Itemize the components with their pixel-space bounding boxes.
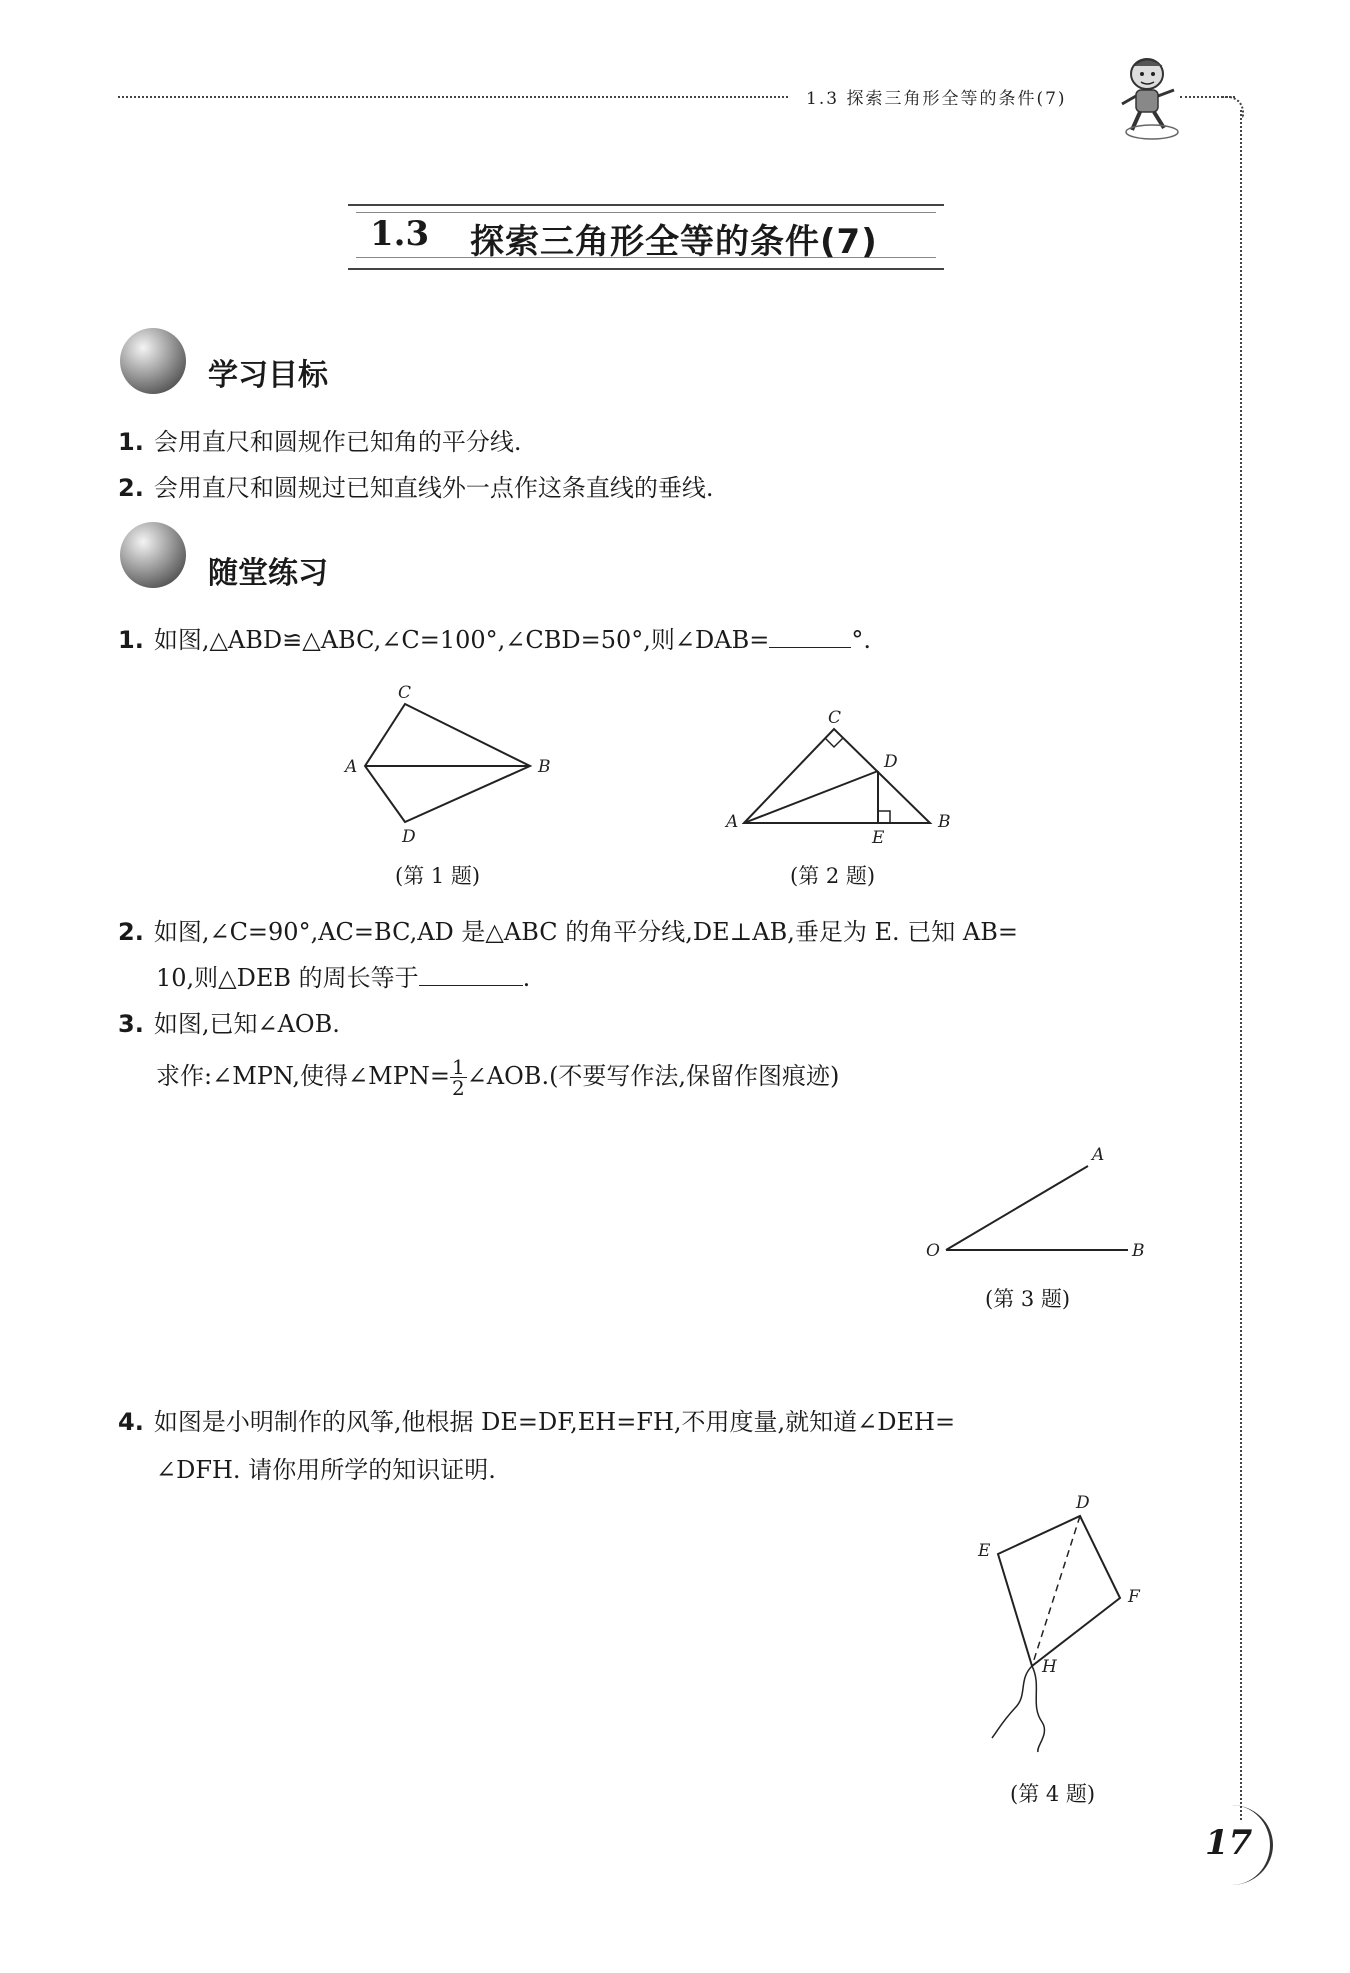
- label-C: C: [828, 708, 842, 728]
- globe-icon: [120, 522, 186, 588]
- label-E: E: [872, 828, 885, 848]
- question-3-line-1: 3. 如图,已知∠AOB.: [118, 1010, 340, 1038]
- section-number: 1.3: [370, 214, 430, 254]
- label-B: B: [938, 812, 951, 832]
- fraction-one-half: $\frac{1}{2}$: [451, 1055, 465, 1100]
- label-B: B: [538, 757, 551, 777]
- section-title-practice: 随堂练习: [208, 556, 328, 591]
- answer-blank[interactable]: [419, 963, 523, 986]
- question-4-line-1: 4. 如图是小明制作的风筝,他根据 DE=DF,EH=FH,不用度量,就知道∠DEH=: [118, 1408, 956, 1436]
- figure-1: [340, 680, 570, 850]
- right-dotted-rule: [1240, 110, 1242, 1820]
- figure-4-caption: (第 4 题): [1010, 1782, 1096, 1806]
- running-title: 1.3 探索三角形全等的条件(7): [806, 89, 1067, 109]
- figure-4: [970, 1490, 1160, 1770]
- label-O: O: [926, 1241, 940, 1261]
- question-1: 1. 如图,△ABD≌△ABC,∠C=100°,∠CBD=50°,则∠DAB= °.: [118, 626, 871, 654]
- goal-item-2: 2. 会用直尺和圆规过已知直线外一点作这条直线的垂线.: [118, 474, 714, 502]
- question-4-line-2: ∠DFH. 请你用所学的知识证明.: [156, 1456, 496, 1484]
- page-title: 探索三角形全等的条件(7): [470, 222, 878, 262]
- figure-2: [720, 705, 960, 848]
- label-D: D: [884, 752, 898, 772]
- label-D: D: [1076, 1493, 1090, 1513]
- question-3-line-2: 求作:∠MPN,使得∠MPN= $\frac{1}{2}$ ∠AOB.(不要写作法,保留作图痕迹): [156, 1055, 840, 1100]
- goal-item-1: 1. 会用直尺和圆规作已知角的平分线.: [118, 428, 522, 456]
- figure-3-caption: (第 3 题): [985, 1287, 1071, 1311]
- question-2-line-2: 10,则△DEB 的周长等于 .: [156, 964, 531, 992]
- header-dotted-rule: [118, 96, 788, 98]
- label-D: D: [402, 827, 416, 847]
- figure-1-caption: (第 1 题): [395, 864, 481, 888]
- figure-3: [918, 1140, 1148, 1280]
- page-number: 17: [1205, 1823, 1253, 1863]
- label-E: E: [978, 1541, 991, 1561]
- cartoon-kid-icon: [1112, 52, 1182, 142]
- label-A: A: [726, 812, 739, 832]
- label-H: H: [1042, 1657, 1057, 1677]
- figure-2-caption: (第 2 题): [790, 864, 876, 888]
- label-F: F: [1128, 1587, 1140, 1607]
- section-title-goals: 学习目标: [208, 358, 328, 393]
- question-2-line-1: 2. 如图,∠C=90°,AC=BC,AD 是△ABC 的角平分线,DE⊥AB,垂足为 E. 已知 AB=: [118, 918, 1018, 946]
- label-A: A: [1092, 1145, 1105, 1165]
- sphere-icon: [120, 328, 186, 394]
- label-C: C: [398, 683, 412, 703]
- label-A: A: [345, 757, 358, 777]
- label-B: B: [1132, 1241, 1145, 1261]
- answer-blank[interactable]: [769, 625, 851, 648]
